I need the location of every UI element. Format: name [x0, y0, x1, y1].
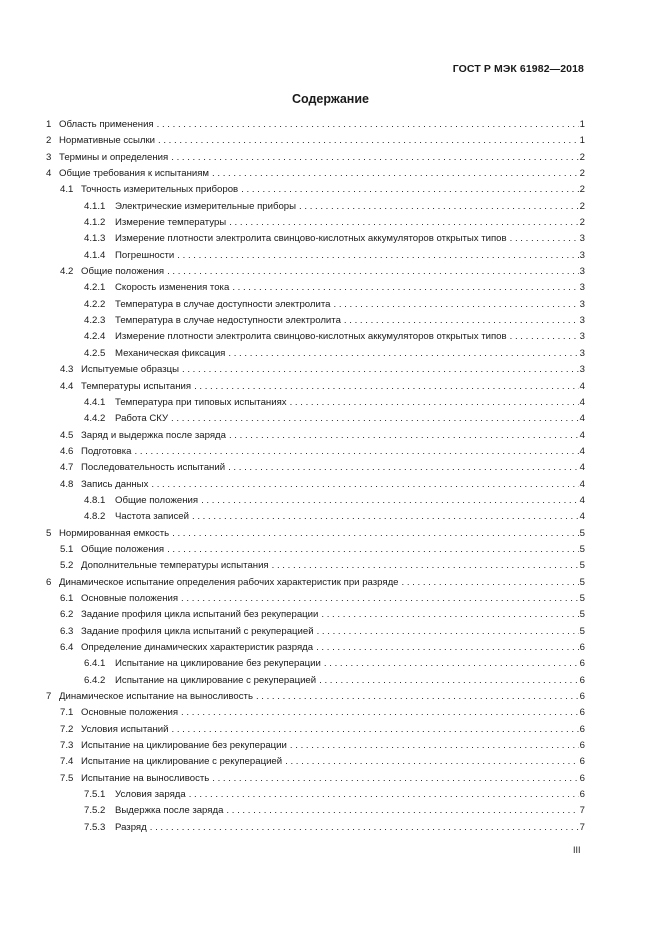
toc-leader-dots [177, 248, 578, 264]
toc-entry-page: 7 [579, 805, 585, 817]
toc-entry-title: Общие требования к испытаниям [59, 168, 210, 180]
toc-entry-page: 5 [579, 527, 585, 539]
toc-leader-dots [228, 346, 578, 362]
toc-entry-title: Измерение температуры [115, 217, 227, 229]
toc-leader-dots [171, 150, 578, 166]
toc-entry-number: 7.4 [60, 756, 74, 768]
document-code-header: ГОСТ Р МЭК 61982—2018 [452, 63, 584, 75]
toc-entry-page: 6 [579, 756, 585, 768]
toc-leader-dots [171, 411, 579, 427]
toc-leader-dots [167, 542, 579, 558]
toc-entry-number: 4.2.5 [84, 347, 106, 359]
toc-entry[interactable] [46, 607, 585, 623]
toc-entry-page: 4 [579, 478, 585, 490]
toc-leader-dots [319, 673, 579, 689]
toc-leader-dots [150, 820, 579, 836]
toc-leader-dots [272, 558, 579, 574]
toc-entry-title: Работа СКУ [115, 413, 169, 425]
toc-entry[interactable] [46, 493, 585, 509]
toc-entry-title: Условия заряда [115, 789, 186, 801]
toc-entry-page: 3 [579, 266, 585, 278]
toc-entry[interactable] [46, 558, 585, 574]
toc-entry[interactable] [46, 329, 585, 345]
toc-entry-title: Основные положения [81, 592, 179, 604]
toc-entry-page: 4 [579, 445, 585, 457]
toc-entry-title: Общие положения [81, 266, 165, 278]
toc-entry-number: 6 [46, 576, 52, 588]
toc-entry-page: 6 [579, 674, 585, 686]
toc-entry-title: Динамическое испытание определения рабочих характеристик при разряде [59, 576, 399, 588]
toc-entry-page: 1 [579, 119, 585, 130]
toc-entry-page: 4 [579, 462, 585, 474]
toc-entry-page: 2 [579, 151, 585, 163]
toc-leader-dots [181, 591, 579, 607]
toc-leader-dots [157, 117, 579, 133]
toc-entry-page: 3 [579, 331, 585, 343]
toc-leader-dots [510, 231, 579, 247]
toc-entry-title: Задание профиля цикла испытаний с рекуперацией [81, 625, 314, 637]
toc-entry-number: 4.2.4 [84, 331, 106, 343]
toc-entry-page: 3 [579, 298, 585, 310]
toc-entry-number: 7.5.1 [84, 789, 106, 801]
toc-leader-dots [241, 182, 579, 198]
toc-entry-page: 6 [579, 772, 585, 784]
toc-entry-title: Испытание на выносливость [81, 772, 210, 784]
toc-entry[interactable] [46, 428, 585, 444]
toc-entry[interactable] [46, 705, 585, 721]
toc-entry-title: Определение динамических характеристик разряда [81, 642, 314, 653]
toc-leader-dots [334, 297, 579, 313]
toc-entry-title: Нормативные ссылки [59, 135, 156, 147]
toc-leader-dots [229, 428, 579, 444]
toc-entry-page: 4 [579, 396, 585, 408]
toc-entry-number: 4.8 [60, 478, 74, 490]
toc-leader-dots [212, 166, 579, 182]
toc-entry-page: 3 [579, 347, 585, 359]
toc-leader-dots [317, 624, 579, 640]
toc-entry-title: Общие положения [115, 494, 199, 506]
toc-leader-dots [182, 362, 579, 378]
toc-entry-page: 6 [579, 691, 585, 703]
toc-entry[interactable] [46, 280, 585, 296]
toc-entry-page: 1 [579, 135, 585, 147]
toc-entry-title: Температура в случае доступности электролита [115, 298, 331, 310]
toc-entry-number: 5 [46, 527, 52, 539]
toc-entry-number: 6.4 [60, 642, 74, 653]
toc-entry-page: 6 [579, 723, 585, 735]
toc-entry[interactable] [46, 673, 585, 689]
page-title: Содержание [291, 92, 369, 106]
toc-leader-dots [158, 133, 579, 149]
toc-entry[interactable] [46, 346, 585, 362]
toc-entry-title: Испытуемые образцы [81, 364, 179, 376]
toc-entry[interactable] [46, 182, 585, 198]
page-number: III [573, 845, 581, 855]
toc-entry[interactable] [46, 411, 585, 427]
toc-entry-title: Испытание на циклирование без рекуперации [81, 740, 287, 752]
toc-entry-page: 2 [579, 184, 585, 196]
toc-entry-title: Термины и определения [59, 151, 169, 163]
toc-entry[interactable] [46, 640, 585, 656]
toc-entry-number: 5.1 [60, 543, 74, 555]
toc-entry-number: 6.1 [60, 592, 74, 604]
toc-entry-page: 4 [579, 511, 585, 523]
toc-leader-dots [228, 460, 579, 476]
toc-entry[interactable] [46, 264, 585, 280]
toc-leader-dots [189, 787, 579, 803]
toc-entry-number: 6.2 [60, 609, 74, 621]
toc-leader-dots [344, 313, 579, 329]
toc-entry-title: Испытание на циклирование без рекуперации [115, 658, 321, 670]
toc-entry-page: 3 [579, 249, 585, 261]
toc-entry-page: 2 [579, 217, 585, 229]
toc-entry-number: 7.5 [60, 772, 74, 784]
toc-leader-dots [135, 444, 579, 460]
toc-entry-title: Частота записей [115, 511, 190, 523]
toc-entry[interactable] [46, 297, 585, 313]
toc-entry-number: 4.5 [60, 429, 74, 441]
toc-entry-number: 4.2.1 [84, 282, 106, 294]
toc-entry-page: 5 [579, 592, 585, 604]
toc-entry-number: 4 [46, 168, 52, 180]
toc-entry[interactable] [46, 133, 585, 149]
toc-entry-number: 4.4.1 [84, 396, 106, 408]
toc-entry-page: 3 [579, 282, 585, 294]
toc-entry[interactable] [46, 395, 585, 411]
toc-entry[interactable] [46, 575, 585, 591]
toc-entry-number: 4.1.4 [84, 249, 106, 261]
toc-entry[interactable] [46, 313, 585, 329]
toc-entry[interactable] [46, 460, 585, 476]
toc-entry[interactable] [46, 166, 585, 182]
toc-entry[interactable] [46, 117, 585, 133]
toc-entry-page: 4 [579, 429, 585, 441]
toc-entry[interactable] [46, 526, 585, 542]
toc-entry-number: 4.3 [60, 364, 74, 376]
toc-entry-title: Запись данных [81, 478, 149, 490]
toc-entry-title: Механическая фиксация [115, 347, 226, 359]
toc-entry-title: Основные положения [81, 707, 179, 719]
toc-entry-page: 6 [579, 740, 585, 752]
toc-entry-title: Температуры испытания [81, 380, 192, 392]
toc-entry[interactable] [46, 803, 585, 819]
toc-entry-title: Измерение плотности электролита свинцово-кислотных аккумуляторов открытых типов [115, 331, 507, 343]
toc-entry[interactable] [46, 771, 585, 787]
toc-entry-number: 2 [46, 135, 52, 147]
toc-entry-title: Погрешности [115, 249, 175, 261]
toc-entry-page: 4 [579, 413, 585, 425]
toc-entry-page: 2 [579, 168, 585, 180]
toc-entry-page: 6 [579, 707, 585, 719]
toc-entry-title: Испытание на циклирование с рекуперацией [81, 756, 283, 768]
toc-entry-title: Разряд [115, 821, 147, 833]
toc-entry-title: Точность измерительных приборов [81, 184, 239, 196]
toc-entry-page: 6 [579, 642, 585, 653]
toc-entry-title: Нормированная емкость [59, 527, 170, 539]
toc-entry-title: Температура в случае недоступности электролита [115, 315, 341, 327]
toc-entry[interactable] [46, 248, 585, 264]
toc-entry-title: Заряд и выдержка после заряда [81, 429, 226, 441]
toc-entry-number: 1 [46, 119, 52, 130]
toc-entry[interactable] [46, 624, 585, 640]
toc-entry[interactable] [46, 820, 585, 836]
toc-leader-dots [321, 607, 578, 623]
toc-entry-number: 5.2 [60, 560, 74, 572]
toc-entry-title: Последовательность испытаний [81, 462, 226, 474]
toc-entry-number: 4.1.1 [84, 200, 106, 212]
toc-entry-number: 4.7 [60, 462, 74, 474]
toc-entry[interactable] [46, 379, 585, 395]
toc-entry-title: Задание профиля цикла испытаний без рекуперации [81, 609, 319, 621]
toc-leader-dots [212, 771, 578, 787]
toc-entry-page: 3 [579, 315, 585, 327]
toc-entry-number: 4.2 [60, 266, 74, 278]
toc-entry-number: 4.2.2 [84, 298, 106, 310]
toc-entry[interactable] [46, 722, 585, 738]
toc-leader-dots [181, 705, 579, 721]
toc-entry-page: 3 [579, 233, 585, 245]
toc-entry[interactable] [46, 444, 585, 460]
toc-entry[interactable] [46, 754, 585, 770]
toc-leader-dots [402, 575, 579, 591]
toc-entry[interactable] [46, 738, 585, 754]
toc-entry[interactable] [46, 509, 585, 525]
toc-leader-dots [172, 526, 579, 542]
toc-leader-dots [256, 689, 579, 705]
toc-entry[interactable] [46, 542, 585, 558]
toc-leader-dots [192, 509, 579, 525]
toc-entry-number: 3 [46, 151, 52, 163]
toc-entry-number: 7.1 [60, 707, 74, 719]
toc-entry-page: 7 [579, 821, 585, 833]
toc-leader-dots [316, 640, 579, 656]
toc-entry-title: Выдержка после заряда [115, 805, 224, 817]
toc-leader-dots [226, 803, 578, 819]
toc-entry-number: 7.3 [60, 740, 74, 752]
toc-entry-page: 5 [579, 576, 585, 588]
toc-entry-page: 6 [579, 789, 585, 801]
toc-entry-page: 5 [579, 609, 585, 621]
toc-entry-page: 4 [579, 494, 585, 506]
toc-entry-number: 7.2 [60, 723, 74, 735]
toc-entry-number: 4.1.2 [84, 217, 106, 229]
toc-entry-number: 4.6 [60, 445, 74, 457]
toc-entry-number: 4.1 [60, 184, 74, 196]
toc-entry-title: Динамическое испытание на выносливость [59, 691, 253, 703]
toc-entry[interactable] [46, 477, 585, 493]
toc-entry[interactable] [46, 150, 585, 166]
toc-entry-title: Дополнительные температуры испытания [81, 560, 269, 572]
toc-entry-number: 6.4.2 [84, 674, 106, 686]
toc-entry-page: 3 [579, 364, 585, 376]
toc-entry-title: Измерение плотности электролита свинцово-кислотных аккумуляторов открытых типов [115, 233, 507, 245]
toc-entry-title: Общие положения [81, 543, 165, 555]
toc-leader-dots [172, 722, 579, 738]
toc-entry-number: 4.8.2 [84, 511, 106, 523]
toc-entry-page: 4 [579, 380, 585, 392]
toc-entry[interactable] [46, 362, 585, 378]
toc-entry[interactable] [46, 787, 585, 803]
toc-entry-number: 4.2.3 [84, 315, 106, 327]
toc-entry[interactable] [46, 231, 585, 247]
toc-entry-number: 7 [46, 691, 52, 703]
toc-entry-number: 4.1.3 [84, 233, 106, 245]
toc-leader-dots [290, 738, 579, 754]
toc-entry-number: 7.5.3 [84, 821, 106, 833]
toc-leader-dots [229, 215, 578, 231]
toc-entry-number: 4.4 [60, 380, 74, 392]
toc-entry-title: Скорость изменения тока [115, 282, 230, 294]
toc-leader-dots [232, 280, 578, 296]
toc-entry-number: 4.4.2 [84, 413, 106, 425]
toc-entry-title: Испытание на циклирование с рекуперацией [115, 674, 317, 686]
toc-entry-page: 2 [579, 200, 585, 212]
toc-entry-page: 5 [579, 560, 585, 572]
toc-entry-page: 5 [579, 543, 585, 555]
toc-leader-dots [201, 493, 579, 509]
toc-entry-title: Подготовка [81, 445, 132, 457]
toc-leader-dots [194, 379, 579, 395]
toc-entry-number: 6.4.1 [84, 658, 106, 670]
toc-entry-page: 5 [579, 625, 585, 637]
toc-entry[interactable] [46, 656, 585, 672]
toc-entry-page: 6 [579, 658, 585, 670]
toc-leader-dots [151, 477, 578, 493]
toc-entry-title: Электрические измерительные приборы [115, 200, 297, 212]
toc-entry[interactable] [46, 591, 585, 607]
toc-leader-dots [510, 329, 579, 345]
toc-entry-title: Температура при типовых испытаниях [115, 396, 287, 408]
table-of-contents [46, 117, 585, 836]
toc-entry-number: 7.5.2 [84, 805, 106, 817]
toc-leader-dots [299, 199, 579, 215]
toc-leader-dots [167, 264, 579, 280]
toc-leader-dots [324, 656, 579, 672]
toc-entry-number: 6.3 [60, 625, 74, 637]
toc-entry[interactable] [46, 199, 585, 215]
toc-entry-title: Область применения [59, 119, 154, 130]
toc-entry[interactable] [46, 689, 585, 705]
toc-leader-dots [285, 754, 579, 770]
toc-leader-dots [290, 395, 579, 411]
toc-entry[interactable] [46, 215, 585, 231]
toc-entry-number: 4.8.1 [84, 494, 106, 506]
toc-entry-title: Условия испытаний [81, 723, 169, 735]
